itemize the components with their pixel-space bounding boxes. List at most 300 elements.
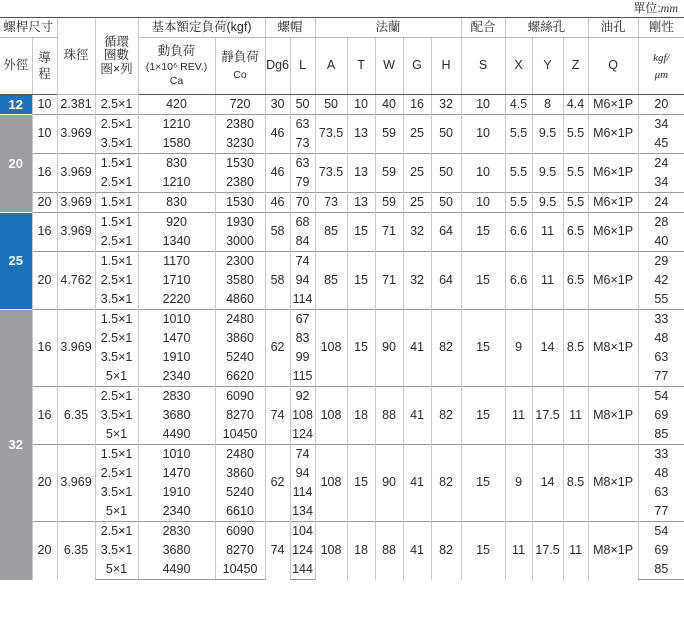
cell-h: 82 [431, 310, 461, 387]
cell-co: 6090 [215, 522, 265, 542]
cell-l: 124 [290, 541, 315, 560]
cell-g: 32 [403, 213, 431, 252]
table-row [0, 445, 684, 465]
cell-y: 17.5 [532, 522, 563, 580]
header-a: A [315, 38, 347, 95]
table-row [0, 387, 684, 407]
cell-co: 3000 [215, 232, 265, 252]
cell-rig: 85 [638, 425, 684, 445]
cell-ball: 2.381 [57, 95, 95, 115]
cell-rig: 45 [638, 134, 684, 154]
cell-circ: 5×1 [95, 560, 138, 580]
cell-rig: 42 [638, 271, 684, 290]
header-y: Y [532, 38, 563, 95]
cell-x: 5.5 [505, 154, 532, 193]
cell-circ: 3.5×1 [95, 483, 138, 502]
cell-od: 25 [0, 213, 32, 310]
cell-ball: 3.969 [57, 445, 95, 522]
unit-label [633, 0, 678, 16]
cell-ball: 6.35 [57, 522, 95, 580]
cell-ca: 1910 [138, 348, 215, 367]
cell-lead: 20 [32, 252, 57, 310]
cell-ca: 1210 [138, 115, 215, 135]
cell-l: 108 [290, 406, 315, 425]
cell-z: 11 [563, 522, 588, 580]
cell-circ: 1.5×1 [95, 193, 138, 213]
cell-x: 11 [505, 387, 532, 445]
cell-t: 18 [347, 522, 375, 580]
cell-ca: 1470 [138, 464, 215, 483]
cell-q: M8×1P [588, 310, 638, 387]
cell-x: 6.6 [505, 213, 532, 252]
cell-h: 82 [431, 445, 461, 522]
cell-l: 115 [290, 367, 315, 387]
cell-rig: 29 [638, 252, 684, 272]
cell-co: 3230 [215, 134, 265, 154]
cell-ball: 4.762 [57, 252, 95, 310]
cell-a: 108 [315, 445, 347, 522]
cell-g: 41 [403, 522, 431, 580]
cell-od: 32 [0, 310, 32, 580]
cell-x: 5.5 [505, 193, 532, 213]
cell-circ: 2.5×1 [95, 95, 138, 115]
header-ball-dia: 珠徑 [57, 18, 95, 95]
cell-ca: 1340 [138, 232, 215, 252]
cell-rig: 40 [638, 232, 684, 252]
header-load-rating: 基本額定負荷(kgf) [138, 18, 265, 38]
cell-g: 41 [403, 445, 431, 522]
table-body [0, 95, 684, 580]
cell-co: 8270 [215, 541, 265, 560]
cell-w: 59 [375, 115, 403, 154]
cell-w: 59 [375, 193, 403, 213]
cell-co: 1530 [215, 193, 265, 213]
cell-rig: 54 [638, 387, 684, 407]
cell-ca: 2830 [138, 522, 215, 542]
cell-h: 64 [431, 252, 461, 310]
cell-co: 3860 [215, 329, 265, 348]
cell-a: 85 [315, 252, 347, 310]
cell-rig: 48 [638, 464, 684, 483]
cell-co: 720 [215, 95, 265, 115]
table-row [0, 95, 684, 115]
cell-y: 8 [532, 95, 563, 115]
cell-ca: 4490 [138, 560, 215, 580]
cell-rig: 69 [638, 541, 684, 560]
cell-x: 11 [505, 522, 532, 580]
cell-t: 15 [347, 252, 375, 310]
cell-l: 84 [290, 232, 315, 252]
cell-s: 10 [461, 193, 505, 213]
cell-l: 94 [290, 271, 315, 290]
cell-co: 3580 [215, 271, 265, 290]
header-circuits-line2: 圈數 [104, 48, 130, 63]
cell-rig: 69 [638, 406, 684, 425]
cell-ca: 3680 [138, 541, 215, 560]
header-x: X [505, 38, 532, 95]
cell-co: 3860 [215, 464, 265, 483]
cell-a: 50 [315, 95, 347, 115]
cell-y: 11 [532, 252, 563, 310]
cell-co: 2380 [215, 173, 265, 193]
header-w: W [375, 38, 403, 95]
header-circuits-line3: 圈×列 [100, 61, 133, 76]
cell-dg6: 46 [265, 193, 290, 213]
cell-y: 14 [532, 445, 563, 522]
cell-g: 41 [403, 310, 431, 387]
cell-h: 82 [431, 522, 461, 580]
cell-od: 20 [0, 115, 32, 213]
cell-circ: 2.5×1 [95, 387, 138, 407]
cell-l: 144 [290, 560, 315, 580]
cell-q: M6×1P [588, 115, 638, 154]
cell-x: 9 [505, 310, 532, 387]
cell-y: 17.5 [532, 387, 563, 445]
cell-z: 8.5 [563, 445, 588, 522]
cell-ca: 420 [138, 95, 215, 115]
cell-ca: 2830 [138, 387, 215, 407]
cell-circ: 2.5×1 [95, 271, 138, 290]
cell-ca: 1710 [138, 271, 215, 290]
cell-l: 104 [290, 522, 315, 542]
cell-l: 99 [290, 348, 315, 367]
cell-z: 6.5 [563, 213, 588, 252]
cell-rig: 85 [638, 560, 684, 580]
cell-y: 9.5 [532, 193, 563, 213]
cell-q: M6×1P [588, 154, 638, 193]
header-lead: 導程 [32, 38, 57, 95]
cell-l: 74 [290, 252, 315, 272]
cell-circ: 2.5×1 [95, 115, 138, 135]
cell-l: 70 [290, 193, 315, 213]
cell-h: 50 [431, 115, 461, 154]
header-dg6: Dg6 [265, 38, 290, 95]
cell-a: 108 [315, 310, 347, 387]
cell-circ: 1.5×1 [95, 310, 138, 330]
cell-w: 90 [375, 445, 403, 522]
cell-a: 85 [315, 213, 347, 252]
cell-lead: 20 [32, 522, 57, 580]
cell-l: 134 [290, 502, 315, 522]
cell-circ: 2.5×1 [95, 173, 138, 193]
cell-w: 59 [375, 154, 403, 193]
cell-l: 92 [290, 387, 315, 407]
cell-l: 73 [290, 134, 315, 154]
cell-lead: 20 [32, 193, 57, 213]
table-row [0, 154, 684, 174]
cell-circ: 1.5×1 [95, 252, 138, 272]
cell-a: 73 [315, 193, 347, 213]
cell-z: 5.5 [563, 115, 588, 154]
unit-value: mm [660, 1, 678, 15]
cell-ca: 1170 [138, 252, 215, 272]
cell-l: 68 [290, 213, 315, 233]
cell-g: 25 [403, 193, 431, 213]
cell-l: 63 [290, 154, 315, 174]
cell-w: 40 [375, 95, 403, 115]
cell-z: 8.5 [563, 310, 588, 387]
cell-g: 41 [403, 387, 431, 445]
cell-circ: 3.5×1 [95, 290, 138, 310]
cell-w: 88 [375, 522, 403, 580]
cell-l: 74 [290, 445, 315, 465]
header-t: T [347, 38, 375, 95]
cell-a: 108 [315, 522, 347, 580]
cell-rig: 77 [638, 502, 684, 522]
cell-s: 15 [461, 445, 505, 522]
cell-circ: 2.5×1 [95, 232, 138, 252]
cell-g: 16 [403, 95, 431, 115]
ball-screw-spec-table [0, 17, 684, 580]
cell-co: 2480 [215, 310, 265, 330]
cell-a: 108 [315, 387, 347, 445]
cell-lead: 16 [32, 213, 57, 252]
cell-rig: 54 [638, 522, 684, 542]
cell-w: 88 [375, 387, 403, 445]
cell-rig: 48 [638, 329, 684, 348]
cell-q: M6×1P [588, 95, 638, 115]
cell-a: 73.5 [315, 115, 347, 154]
cell-co: 2300 [215, 252, 265, 272]
cell-s: 15 [461, 252, 505, 310]
header-circuits-line1: 循環 [104, 35, 130, 50]
cell-ca: 2340 [138, 367, 215, 387]
cell-l: 114 [290, 290, 315, 310]
cell-circ: 3.5×1 [95, 406, 138, 425]
cell-z: 6.5 [563, 252, 588, 310]
cell-ca: 2220 [138, 290, 215, 310]
table-header [0, 18, 684, 95]
cell-x: 4.5 [505, 95, 532, 115]
cell-ball: 3.969 [57, 213, 95, 252]
header-oil-hole: 油孔 [588, 18, 638, 38]
cell-ball: 3.969 [57, 154, 95, 193]
cell-g: 25 [403, 154, 431, 193]
header-outer-dia: 外徑 [0, 38, 32, 95]
header-bolt-hole: 螺絲孔 [505, 18, 588, 38]
cell-l: 83 [290, 329, 315, 348]
header-static-load: 靜負荷 Co [215, 38, 265, 95]
cell-t: 10 [347, 95, 375, 115]
cell-ca: 4490 [138, 425, 215, 445]
cell-l: 50 [290, 95, 315, 115]
cell-co: 1930 [215, 213, 265, 233]
cell-ca: 1910 [138, 483, 215, 502]
cell-rig: 33 [638, 445, 684, 465]
cell-t: 15 [347, 213, 375, 252]
cell-rig: 77 [638, 367, 684, 387]
cell-ball: 3.969 [57, 310, 95, 387]
cell-ca: 1210 [138, 173, 215, 193]
cell-rig: 20 [638, 95, 684, 115]
cell-q: M6×1P [588, 252, 638, 310]
cell-circ: 3.5×1 [95, 348, 138, 367]
cell-y: 9.5 [532, 154, 563, 193]
cell-z: 11 [563, 387, 588, 445]
cell-co: 2480 [215, 445, 265, 465]
header-fit: 配合 [461, 18, 505, 38]
header-z: Z [563, 38, 588, 95]
cell-circ: 3.5×1 [95, 541, 138, 560]
cell-co: 10450 [215, 425, 265, 445]
cell-z: 5.5 [563, 193, 588, 213]
cell-lead: 16 [32, 154, 57, 193]
cell-h: 32 [431, 95, 461, 115]
cell-ca: 830 [138, 193, 215, 213]
cell-ca: 3680 [138, 406, 215, 425]
cell-s: 15 [461, 522, 505, 580]
cell-l: 124 [290, 425, 315, 445]
cell-x: 5.5 [505, 115, 532, 154]
header-rigidity-unit: kgf/ μm [638, 38, 684, 95]
cell-h: 50 [431, 193, 461, 213]
cell-circ: 1.5×1 [95, 445, 138, 465]
cell-l: 114 [290, 483, 315, 502]
cell-g: 25 [403, 115, 431, 154]
header-h: H [431, 38, 461, 95]
cell-ca: 1470 [138, 329, 215, 348]
cell-t: 15 [347, 310, 375, 387]
cell-s: 10 [461, 115, 505, 154]
cell-rig: 33 [638, 310, 684, 330]
cell-l: 67 [290, 310, 315, 330]
cell-lead: 10 [32, 115, 57, 154]
cell-z: 4.4 [563, 95, 588, 115]
cell-s: 10 [461, 95, 505, 115]
cell-co: 2380 [215, 115, 265, 135]
table-row [0, 252, 684, 272]
cell-rig: 63 [638, 483, 684, 502]
cell-t: 13 [347, 193, 375, 213]
header-nut: 螺帽 [265, 18, 315, 38]
cell-rig: 34 [638, 173, 684, 193]
table-row [0, 310, 684, 330]
cell-dg6: 62 [265, 445, 290, 522]
cell-circ: 5×1 [95, 502, 138, 522]
cell-h: 50 [431, 154, 461, 193]
cell-t: 13 [347, 154, 375, 193]
cell-l: 79 [290, 173, 315, 193]
cell-x: 6.6 [505, 252, 532, 310]
table-row [0, 193, 684, 213]
cell-ball: 3.969 [57, 115, 95, 154]
cell-ball: 3.969 [57, 193, 95, 213]
header-flange: 法蘭 [315, 18, 461, 38]
cell-h: 82 [431, 387, 461, 445]
cell-h: 64 [431, 213, 461, 252]
cell-lead: 20 [32, 445, 57, 522]
cell-ca: 1010 [138, 310, 215, 330]
cell-od: 12 [0, 95, 32, 115]
cell-rig: 24 [638, 193, 684, 213]
header-l: L [290, 38, 315, 95]
cell-dg6: 58 [265, 213, 290, 252]
cell-z: 5.5 [563, 154, 588, 193]
cell-circ: 3.5×1 [95, 134, 138, 154]
table-row [0, 522, 684, 542]
cell-q: M8×1P [588, 445, 638, 522]
cell-rig: 34 [638, 115, 684, 135]
cell-x: 9 [505, 445, 532, 522]
cell-dg6: 74 [265, 522, 290, 580]
cell-ball: 6.35 [57, 387, 95, 445]
cell-t: 15 [347, 445, 375, 522]
cell-y: 14 [532, 310, 563, 387]
cell-co: 10450 [215, 560, 265, 580]
cell-co: 5240 [215, 483, 265, 502]
header-screw-size: 螺桿尺寸 [0, 18, 57, 38]
cell-co: 1530 [215, 154, 265, 174]
header-rigidity: 剛性 [638, 18, 684, 38]
table-row [0, 213, 684, 233]
cell-ca: 1010 [138, 445, 215, 465]
cell-a: 73.5 [315, 154, 347, 193]
cell-l: 63 [290, 115, 315, 135]
cell-dg6: 58 [265, 252, 290, 310]
cell-rig: 24 [638, 154, 684, 174]
cell-y: 11 [532, 213, 563, 252]
cell-ca: 2340 [138, 502, 215, 522]
table-row [0, 115, 684, 135]
cell-lead: 16 [32, 310, 57, 387]
cell-s: 15 [461, 213, 505, 252]
cell-circ: 5×1 [95, 367, 138, 387]
cell-dg6: 74 [265, 387, 290, 445]
cell-circ: 1.5×1 [95, 154, 138, 174]
cell-circ: 2.5×1 [95, 522, 138, 542]
cell-s: 15 [461, 310, 505, 387]
header-g: G [403, 38, 431, 95]
cell-rig: 55 [638, 290, 684, 310]
cell-l: 94 [290, 464, 315, 483]
header-dynamic-load: 動負荷 (1×10⁶ REV.) Ca [138, 38, 215, 95]
cell-ca: 920 [138, 213, 215, 233]
cell-dg6: 62 [265, 310, 290, 387]
cell-circ: 2.5×1 [95, 464, 138, 483]
cell-rig: 28 [638, 213, 684, 233]
cell-q: M8×1P [588, 522, 638, 580]
cell-t: 18 [347, 387, 375, 445]
cell-dg6: 30 [265, 95, 290, 115]
cell-lead: 16 [32, 387, 57, 445]
cell-co: 6620 [215, 367, 265, 387]
cell-q: M8×1P [588, 387, 638, 445]
cell-circ: 1.5×1 [95, 213, 138, 233]
cell-lead: 10 [32, 95, 57, 115]
header-q: Q [588, 38, 638, 95]
cell-co: 8270 [215, 406, 265, 425]
unit-prefix: 單位: [633, 1, 661, 15]
cell-w: 90 [375, 310, 403, 387]
cell-q: M6×1P [588, 213, 638, 252]
cell-g: 32 [403, 252, 431, 310]
cell-ca: 830 [138, 154, 215, 174]
cell-w: 71 [375, 252, 403, 310]
cell-circ: 5×1 [95, 425, 138, 445]
cell-co: 6610 [215, 502, 265, 522]
cell-q: M6×1P [588, 193, 638, 213]
cell-circ: 2.5×1 [95, 329, 138, 348]
cell-rig: 63 [638, 348, 684, 367]
header-circuits [95, 18, 138, 95]
cell-t: 13 [347, 115, 375, 154]
cell-dg6: 46 [265, 154, 290, 193]
header-s: S [461, 38, 505, 95]
cell-dg6: 46 [265, 115, 290, 154]
cell-s: 10 [461, 154, 505, 193]
cell-s: 15 [461, 387, 505, 445]
cell-ca: 1580 [138, 134, 215, 154]
